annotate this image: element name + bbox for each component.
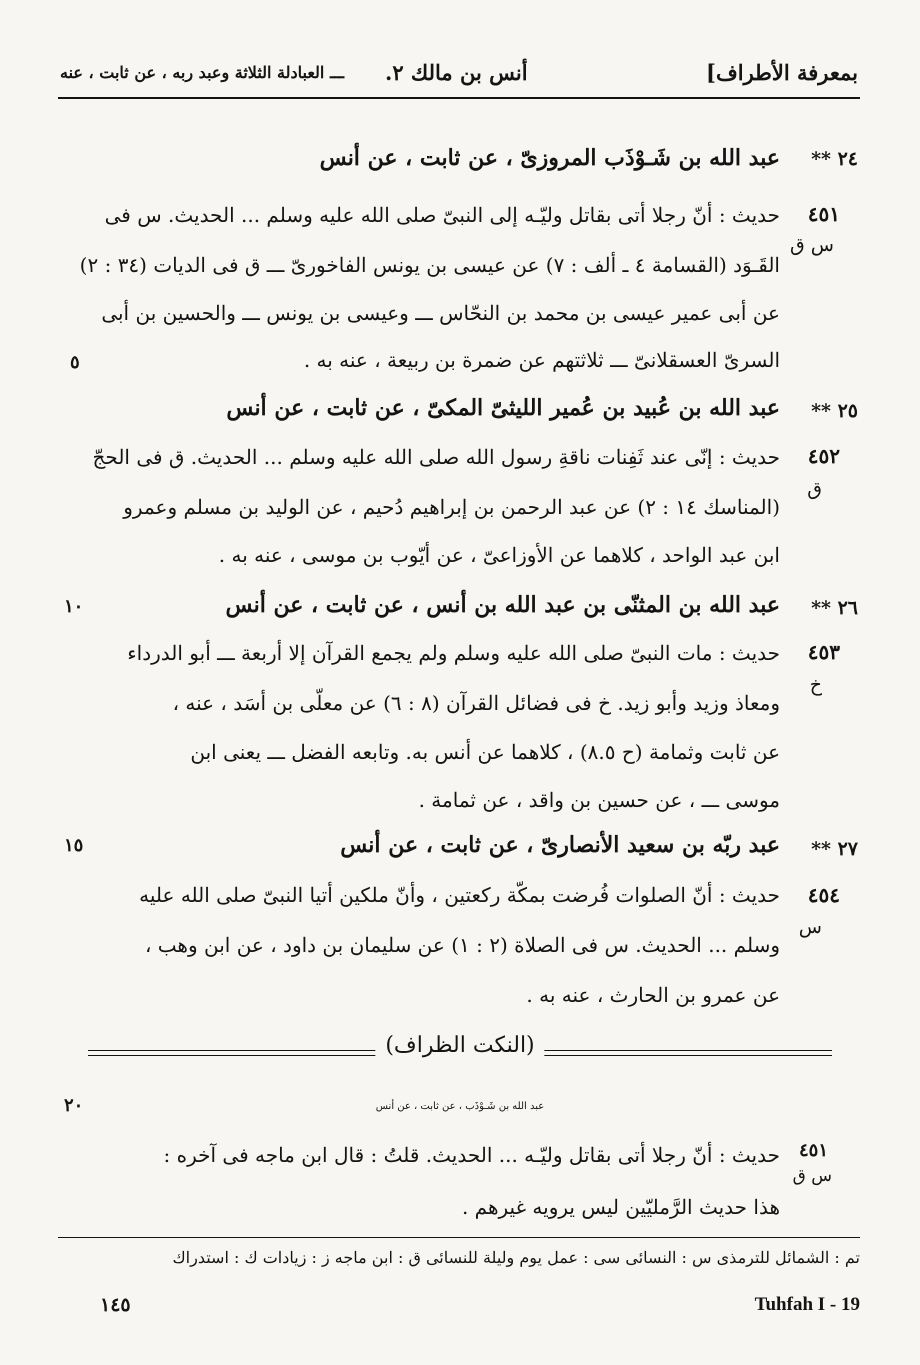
section-heading: عبد الله بن شَـوْذَب المروزىّ ، عن ثابت ، عن أنس xyxy=(319,145,780,171)
signature-code: Tuhfah I - 19 xyxy=(754,1294,860,1315)
hadith-line: ابن عبد الواحد ، كلاهما عن الأوزاعىّ ، عن أيّوب بن موسى ، عنه به . xyxy=(218,543,780,567)
hadith-number: ٤٥٤ xyxy=(807,883,840,907)
divider-title: (النكت الظراف) xyxy=(375,1033,544,1058)
hadith-line: عن ثابت وثمامة (ح ٨.٥) ، كلاهما عن أنس به. وتابعه الفضل ـــ يعنى ابن xyxy=(190,740,780,764)
hadith-line: حديث : إنّى عند ثَفِنات ناقةِ رسول الله صلى الله عليه وسلم ... الحديث. ق فى الحجّ xyxy=(92,445,780,469)
header-right: بمعرفة الأطراف] xyxy=(706,60,858,85)
hadith-line: حديث : أنّ رجلا أتى بقاتل وليّـه ... الحديث. قلتُ : قال ابن ماجه فى آخره : xyxy=(163,1143,780,1167)
section-heading: عبد الله بن عُبيد بن عُمير الليثىّ المكىّ ، عن ثابت ، عن أنس xyxy=(226,395,780,421)
section-divider xyxy=(88,1033,832,1060)
margin-line-number: ١٠ xyxy=(64,596,84,617)
hadith-line: حديث : أنّ الصلوات فُرضت بمكّة ركعتين ، وأنّ ملكين أتيا النبىّ صلى الله عليه xyxy=(139,883,780,907)
hadith-line: موسى ـــ ، عن حسين بن واقد ، عن ثمامة . xyxy=(418,788,780,812)
section-heading: عبد ربّه بن سعيد الأنصارىّ ، عن ثابت ، عن أنس xyxy=(340,832,780,858)
hadith-line: عن عمرو بن الحارث ، عنه به . xyxy=(526,983,780,1007)
hadith-number: ٤٥١ xyxy=(807,202,840,226)
hadith-number: ٤٥٣ xyxy=(807,640,840,664)
hadith-number: ٤٥٢ xyxy=(807,444,840,468)
hadith-line: (المناسك ١٤ : ٢) عن عبد الرحمن بن إبراهيم دُحيم ، عن الوليد بن مسلم وعمرو xyxy=(123,495,780,519)
section-heading: عبد الله بن المثنّى بن عبد الله بن أنس ، عن ثابت ، عن أنس xyxy=(225,592,780,618)
hadith-sigla: س xyxy=(798,916,822,938)
hadith-sigla: س ق xyxy=(792,1166,832,1186)
hadith-sigla: ق xyxy=(807,478,822,500)
hadith-line: ومعاذ وزيد وأبو زيد. خ فى فضائل القرآن (٨ : ٦) عن معلّى بن أسَد ، عنه ، xyxy=(172,691,780,715)
header-left: ـــ العبادلة الثلاثة وعبد ربه ، عن ثابت ، عنه xyxy=(60,63,344,82)
header-rule xyxy=(58,97,860,99)
hadith-line: هذا حديث الرَّمليّين ليس يرويه غيرهم . xyxy=(461,1195,780,1219)
hadith-line: القَـوَد (القسامة ٤ ـ ألف : ٧) عن عيسى بن يونس الفاخورىّ ـــ ق فى الديات (٣٤ : ٢) xyxy=(79,253,780,277)
section-number: ٢٧ ** xyxy=(811,838,858,860)
margin-line-number: ٢٠ xyxy=(64,1095,84,1116)
margin-line-number: ٥ xyxy=(70,352,80,373)
hadith-sigla: خ xyxy=(809,674,822,696)
section-number: ٢٥ ** xyxy=(811,400,858,422)
header-center: أنس بن مالك ٢. xyxy=(385,60,528,85)
hadith-line: وسلم ... الحديث. س فى الصلاة (٢ : ١) عن سليمان بن داود ، عن ابن وهب ، xyxy=(144,933,780,957)
hadith-line: السرىّ العسقلانىّ ـــ ثلاثتهم عن ضمرة بن ربيعة ، عنه به . xyxy=(303,348,780,372)
hadith-line: حديث : أنّ رجلا أتى بقاتل وليّـه إلى النبىّ صلى الله عليه وسلم ... الحديث. س فى xyxy=(104,203,780,227)
abbreviations-key: تم : الشمائل للترمذى س : النسائى سى : عمل يوم وليلة للنسائى ق : ابن ماجه ز : زيادات ك : استدراك xyxy=(172,1248,860,1267)
hadith-number: ٤٥١ xyxy=(798,1140,828,1161)
section-number: ٢٦ ** xyxy=(811,597,858,619)
hadith-sigla: س ق xyxy=(790,234,834,256)
section-number: ٢٤ ** xyxy=(811,148,858,170)
page-number: ١٤٥ xyxy=(100,1294,131,1316)
margin-line-number: ١٥ xyxy=(64,835,84,856)
nukat-subtitle: عبد الله بن شَـوْذَب ، عن ثابت ، عن أنس xyxy=(375,1101,545,1112)
hadith-line: حديث : مات النبىّ صلى الله عليه وسلم ولم يجمع القرآن إلا أربعة ـــ أبو الدرداء xyxy=(127,641,780,665)
hadith-line: عن أبى عمير عيسى بن محمد بن النحّاس ـــ وعيسى بن يونس ـــ والحسين بن أبى xyxy=(101,301,780,325)
footer-rule xyxy=(58,1237,860,1238)
